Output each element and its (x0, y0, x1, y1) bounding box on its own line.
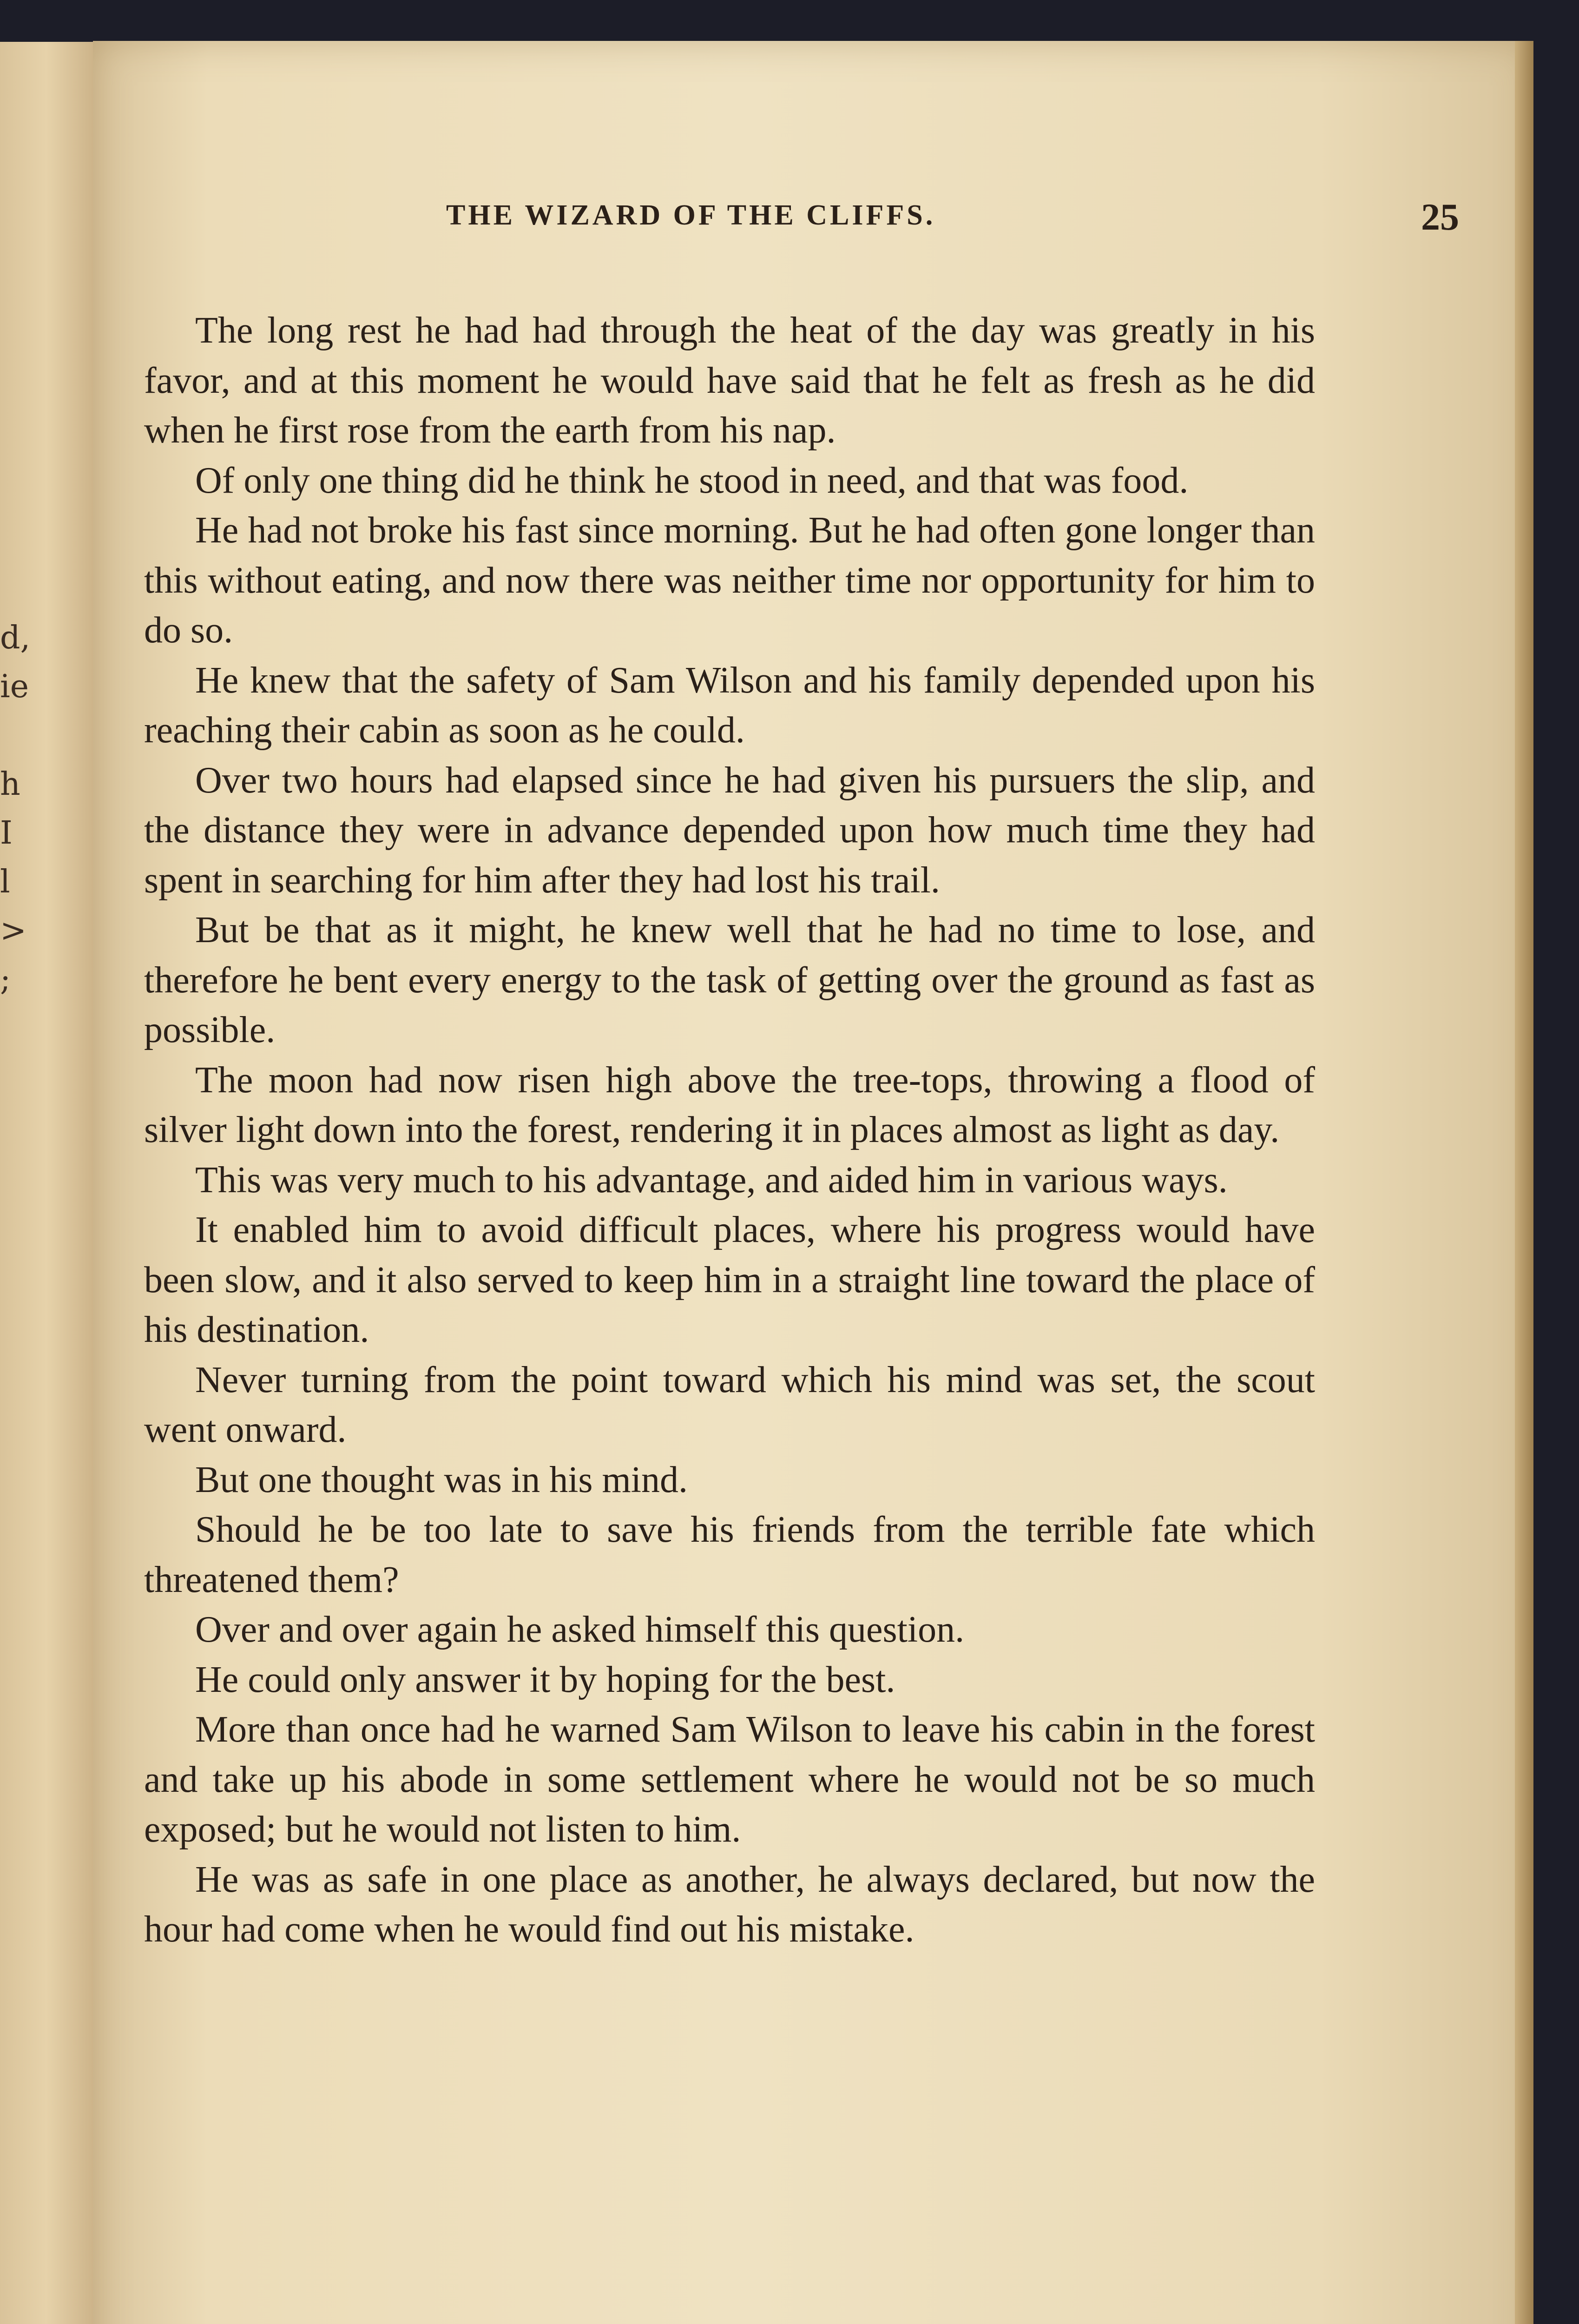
facing-page-text-fragments (0, 614, 37, 1004)
paragraph: This was very much to his advantage, and aided him in various ways. (195, 1159, 1228, 1201)
paragraph: Over two hours had elapsed since he had given his pursuers the slip, and the distance they were in advance depended upon how much time they had spent in searching for him after they had lost his trail. (144, 759, 1315, 901)
page-edge (1515, 41, 1533, 2324)
fragment: d, (0, 620, 31, 656)
body-text (144, 306, 1315, 1955)
fragment: l (0, 864, 10, 900)
fragment: ie (0, 668, 29, 705)
page-number: 25 (1421, 196, 1459, 238)
paragraph: The long rest he had had through the heat of the day was greatly in his favor, and at this moment he would have said that he felt as fresh as he did when he first rose from the earth from his nap. (144, 310, 1315, 451)
paragraph: He had not broke his fast since morning. But he had often gone longer than this without eating, and now there was neither time nor opportunity for him to do so. (144, 510, 1315, 651)
paragraph: Of only one thing did he think he stood in need, and that was food. (195, 460, 1189, 501)
paragraph: He could only answer it by hoping for the best. (195, 1659, 895, 1700)
book-page (93, 41, 1533, 2324)
paragraph: But one thought was in his mind. (195, 1459, 688, 1500)
fragment: ; (0, 961, 11, 998)
fragment: I (0, 815, 13, 852)
running-header (446, 180, 1459, 255)
paragraph: He was as safe in one place as another, he always declared, but now the hour had come when he would find out his mistake. (144, 1859, 1315, 1950)
fragment: > (0, 912, 26, 949)
paragraph: Should he be too late to save his friends from the terrible fate which threatened them? (144, 1509, 1315, 1600)
paragraph: The moon had now risen high above the tree-tops, throwing a flood of silver light down into the forest, rendering it in places almost as light as day. (144, 1059, 1315, 1150)
fragment (0, 711, 37, 760)
paragraph: Over and over again he asked himself this question. (195, 1609, 965, 1650)
paragraph: He knew that the safety of Sam Wilson and his family depended upon his reaching their cabin as soon as he could. (144, 660, 1315, 751)
fragment: h (0, 766, 20, 803)
paragraph: It enabled him to avoid difficult places, where his progress would have been slow, and it also served to keep him in a straight line toward the place of his destination. (144, 1209, 1315, 1350)
running-title: THE WIZARD OF THE CLIFFS. (446, 199, 936, 231)
paragraph: Never turning from the point toward which his mind was set, the scout went onward. (144, 1359, 1315, 1450)
paragraph: But be that as it might, he knew well that he had no time to lose, and therefore he bent every energy to the task of getting over the ground as fast as possible. (144, 910, 1315, 1050)
facing-page-edge (0, 42, 95, 2324)
paragraph: More than once had he warned Sam Wilson to leave his cabin in the forest and take up his abode in some settlement where he would not be so much exposed; but he would not listen to him. (144, 1709, 1315, 1850)
